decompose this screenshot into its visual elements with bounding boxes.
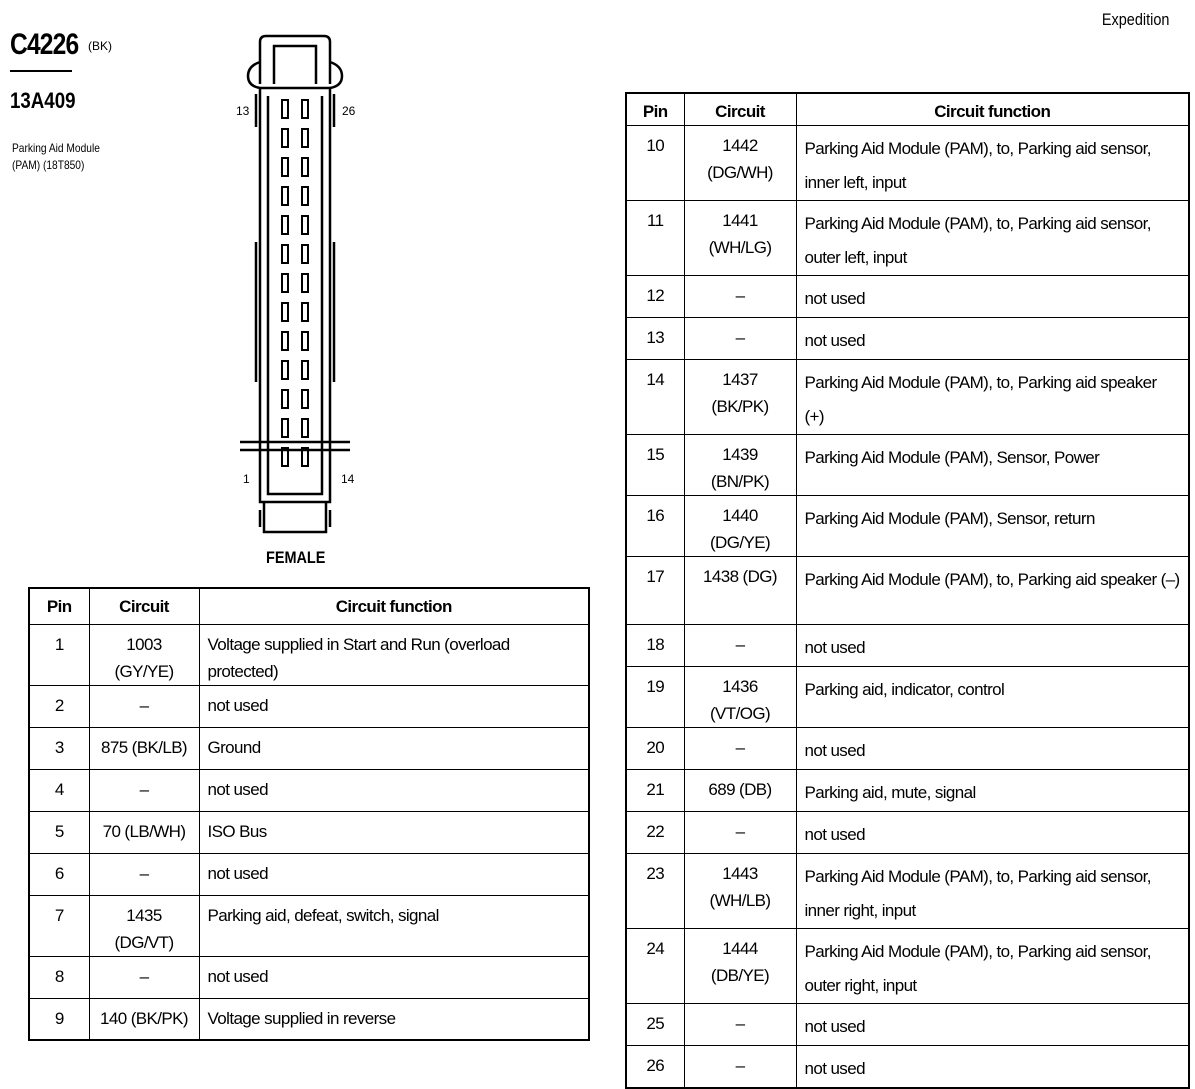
pin-slot bbox=[282, 158, 288, 176]
function-cell: Parking Aid Module (PAM), to, Parking aid speaker (+) bbox=[796, 360, 1189, 435]
pin-header: Pin bbox=[626, 93, 684, 126]
pin-slot bbox=[282, 303, 288, 321]
pin-cell: 10 bbox=[626, 126, 684, 201]
table-row bbox=[626, 812, 1189, 854]
function-cell: ISO Bus bbox=[199, 811, 589, 853]
pin-slot bbox=[282, 390, 288, 408]
circuit-cell: 1440 (DG/YE) bbox=[684, 496, 796, 557]
circuit-cell: – bbox=[684, 625, 796, 667]
pin-cell: 24 bbox=[626, 929, 684, 1004]
pin-cell: 12 bbox=[626, 276, 684, 318]
circuit-cell: – bbox=[684, 276, 796, 318]
connector-gender: FEMALE bbox=[266, 548, 326, 567]
pin-slot bbox=[302, 361, 308, 379]
pin-cell: 2 bbox=[29, 685, 89, 727]
function-cell: not used bbox=[199, 769, 589, 811]
circuit-cell: – bbox=[684, 812, 796, 854]
function-cell: not used bbox=[796, 812, 1189, 854]
connector-id: C4226 bbox=[10, 28, 79, 61]
function-cell: not used bbox=[796, 318, 1189, 360]
table-row bbox=[626, 435, 1189, 496]
table-row bbox=[626, 496, 1189, 557]
function-cell: Parking Aid Module (PAM), Sensor, return bbox=[796, 496, 1189, 557]
circuit-cell: – bbox=[684, 318, 796, 360]
pin-cell: 16 bbox=[626, 496, 684, 557]
pin-cell: 19 bbox=[626, 667, 684, 728]
pin-slot bbox=[282, 216, 288, 234]
circuit-cell: 1436 (VT/OG) bbox=[684, 667, 796, 728]
table-row bbox=[29, 895, 589, 956]
table-row bbox=[626, 276, 1189, 318]
circuit-cell: 1441 (WH/LG) bbox=[684, 201, 796, 276]
function-cell: not used bbox=[796, 276, 1189, 318]
table-row bbox=[29, 769, 589, 811]
pin-slot bbox=[302, 129, 308, 147]
table-row bbox=[626, 854, 1189, 929]
circuit-cell: – bbox=[89, 853, 199, 895]
pin-cell: 4 bbox=[29, 769, 89, 811]
table-header-row bbox=[29, 588, 589, 624]
function-cell: Voltage supplied in Start and Run (overload protected) bbox=[199, 624, 589, 685]
circuit-cell: 1444 (DB/YE) bbox=[684, 929, 796, 1004]
module-name: Parking Aid Module (PAM) (18T850) bbox=[12, 141, 100, 172]
function-header: Circuit function bbox=[796, 93, 1189, 126]
pin-label-26: 26 bbox=[342, 104, 356, 118]
pin-slot bbox=[282, 100, 288, 118]
function-cell: not used bbox=[796, 1004, 1189, 1046]
circuit-cell: 1437 (BK/PK) bbox=[684, 360, 796, 435]
circuit-cell: 689 (DB) bbox=[684, 770, 796, 812]
pin-slot bbox=[302, 245, 308, 263]
pin-cell: 8 bbox=[29, 956, 89, 998]
table-row bbox=[626, 929, 1189, 1004]
function-cell: Parking Aid Module (PAM), Sensor, Power bbox=[796, 435, 1189, 496]
circuit-cell: 1439 (BN/PK) bbox=[684, 435, 796, 496]
circuit-cell: – bbox=[89, 685, 199, 727]
pin-slot bbox=[302, 332, 308, 350]
pin-header: Pin bbox=[29, 588, 89, 624]
function-cell: not used bbox=[796, 728, 1189, 770]
pin-cell: 9 bbox=[29, 998, 89, 1040]
circuit-cell: – bbox=[89, 956, 199, 998]
pin-cell: 21 bbox=[626, 770, 684, 812]
circuit-cell: – bbox=[684, 1004, 796, 1046]
pin-slot bbox=[302, 100, 308, 118]
pin-slot bbox=[302, 419, 308, 437]
pin-slot bbox=[282, 419, 288, 437]
table-row bbox=[29, 811, 589, 853]
table-row bbox=[626, 360, 1189, 435]
pin-cell: 20 bbox=[626, 728, 684, 770]
pin-cell: 22 bbox=[626, 812, 684, 854]
circuit-cell: – bbox=[684, 728, 796, 770]
table-header-row bbox=[626, 93, 1189, 126]
pin-cell: 13 bbox=[626, 318, 684, 360]
circuit-cell: – bbox=[89, 769, 199, 811]
pin-label-1: 1 bbox=[243, 472, 250, 486]
table-row bbox=[29, 998, 589, 1040]
table-row bbox=[29, 956, 589, 998]
title-underline bbox=[10, 70, 72, 72]
function-cell: Parking Aid Module (PAM), to, Parking aid sensor, inner left, input bbox=[796, 126, 1189, 201]
pin-cell: 18 bbox=[626, 625, 684, 667]
pin-slot bbox=[282, 129, 288, 147]
table-row bbox=[626, 625, 1189, 667]
pin-slot bbox=[282, 332, 288, 350]
function-cell: Parking Aid Module (PAM), to, Parking aid sensor, outer right, input bbox=[796, 929, 1189, 1004]
pin-table-right bbox=[625, 92, 1190, 1089]
vehicle-model: Expedition bbox=[1101, 10, 1169, 29]
pin-label-13: 13 bbox=[236, 104, 250, 118]
circuit-header: Circuit bbox=[89, 588, 199, 624]
connector-color: (BK) bbox=[88, 39, 112, 53]
circuit-cell: 70 (LB/WH) bbox=[89, 811, 199, 853]
pin-slot-group bbox=[282, 100, 308, 466]
circuit-cell: 875 (BK/LB) bbox=[89, 727, 199, 769]
circuit-header: Circuit bbox=[684, 93, 796, 126]
table-row bbox=[626, 1004, 1189, 1046]
table-row bbox=[626, 667, 1189, 728]
function-cell: Voltage supplied in reverse bbox=[199, 998, 589, 1040]
circuit-cell: – bbox=[684, 1046, 796, 1088]
function-cell: not used bbox=[199, 685, 589, 727]
function-cell: not used bbox=[796, 1046, 1189, 1088]
function-cell: not used bbox=[199, 956, 589, 998]
function-cell: not used bbox=[199, 853, 589, 895]
function-cell: Parking Aid Module (PAM), to, Parking aid sensor, inner right, input bbox=[796, 854, 1189, 929]
table-row bbox=[29, 853, 589, 895]
table-row bbox=[626, 318, 1189, 360]
pin-cell: 3 bbox=[29, 727, 89, 769]
pin-slot bbox=[302, 274, 308, 292]
pin-table-left bbox=[28, 587, 590, 1041]
function-cell: Parking Aid Module (PAM), to, Parking aid sensor, outer left, input bbox=[796, 201, 1189, 276]
pin-slot bbox=[282, 245, 288, 263]
circuit-cell: 1442 (DG/WH) bbox=[684, 126, 796, 201]
pin-cell: 14 bbox=[626, 360, 684, 435]
pin-slot bbox=[282, 187, 288, 205]
table-row bbox=[626, 557, 1189, 625]
table-row bbox=[626, 728, 1189, 770]
function-cell: Parking aid, indicator, control bbox=[796, 667, 1189, 728]
pin-cell: 25 bbox=[626, 1004, 684, 1046]
pin-cell: 26 bbox=[626, 1046, 684, 1088]
pin-slot bbox=[282, 274, 288, 292]
function-cell: not used bbox=[796, 625, 1189, 667]
circuit-cell: 140 (BK/PK) bbox=[89, 998, 199, 1040]
pin-slot bbox=[302, 390, 308, 408]
table-row bbox=[29, 685, 589, 727]
function-cell: Parking Aid Module (PAM), to, Parking aid speaker (–) bbox=[796, 557, 1189, 625]
circuit-cell: 1443 (WH/LB) bbox=[684, 854, 796, 929]
pin-cell: 23 bbox=[626, 854, 684, 929]
function-header: Circuit function bbox=[199, 588, 589, 624]
table-row bbox=[29, 624, 589, 685]
pin-slot bbox=[302, 216, 308, 234]
pin-cell: 1 bbox=[29, 624, 89, 685]
pin-cell: 11 bbox=[626, 201, 684, 276]
pin-slot bbox=[302, 303, 308, 321]
pin-cell: 7 bbox=[29, 895, 89, 956]
table-row bbox=[626, 770, 1189, 812]
pin-slot bbox=[282, 361, 288, 379]
table-row bbox=[626, 126, 1189, 201]
table-row bbox=[626, 1046, 1189, 1088]
function-cell: Parking aid, mute, signal bbox=[796, 770, 1189, 812]
circuit-cell: 1435 (DG/VT) bbox=[89, 895, 199, 956]
pin-slot bbox=[302, 158, 308, 176]
table-row bbox=[29, 727, 589, 769]
circuit-cell: 1003 (GY/YE) bbox=[89, 624, 199, 685]
pin-cell: 5 bbox=[29, 811, 89, 853]
pin-slot bbox=[302, 187, 308, 205]
function-cell: Parking aid, defeat, switch, signal bbox=[199, 895, 589, 956]
function-cell: Ground bbox=[199, 727, 589, 769]
pin-cell: 17 bbox=[626, 557, 684, 625]
pin-cell: 6 bbox=[29, 853, 89, 895]
pin-cell: 15 bbox=[626, 435, 684, 496]
table-row bbox=[626, 201, 1189, 276]
circuit-cell: 1438 (DG) bbox=[684, 557, 796, 625]
part-number: 13A409 bbox=[10, 88, 76, 113]
pin-label-14: 14 bbox=[341, 472, 355, 486]
